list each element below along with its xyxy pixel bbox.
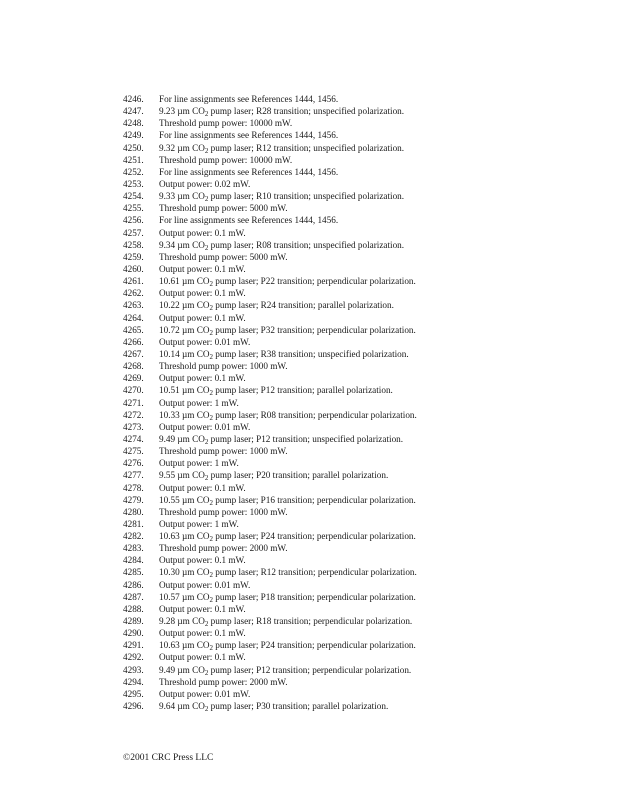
note-number: 4246. <box>123 94 144 104</box>
note-number: 4271. <box>123 397 144 408</box>
note-text-rest: pump laser; P30 transition; parallel polarization. <box>208 701 389 712</box>
note-row <box>123 251 593 263</box>
subscript: 2 <box>209 280 213 289</box>
note-number: 4285. <box>123 567 144 578</box>
note-text: Output power: 0.1 mW. <box>159 482 246 493</box>
note-text: For line assignments see References 1444, 1456. <box>159 166 339 177</box>
subscript: 2 <box>209 352 213 361</box>
note-row <box>123 105 593 117</box>
note-row <box>123 166 593 178</box>
note-text: For line assignments see References 1444, 1456. <box>159 215 339 226</box>
note-text-lead: 9.33 µm CO <box>159 191 205 202</box>
note-text: Output power: 0.1 mW. <box>159 373 246 384</box>
note-row <box>123 178 593 190</box>
note-number: 4258. <box>123 239 144 250</box>
note-number: 4268. <box>123 361 144 372</box>
notes-list <box>123 93 593 712</box>
note-number: 4248. <box>123 118 144 129</box>
note-text-lead: 10.33 µm CO <box>159 409 210 420</box>
note-number: 4277. <box>123 470 144 481</box>
note-text-rest: pump laser; R08 transition; perpendicular polarization. <box>212 409 417 420</box>
note-text: Output power: 0.1 mW. <box>159 603 246 614</box>
note-number: 4252. <box>123 166 144 177</box>
note-number: 4273. <box>123 421 144 432</box>
note-row <box>123 348 593 360</box>
subscript: 2 <box>209 535 213 544</box>
note-text-rest: pump laser; P12 transition; perpendicular polarization. <box>208 664 412 675</box>
note-text <box>159 348 593 360</box>
note-text-lead: 9.32 µm CO <box>159 142 205 153</box>
note-text-lead: 10.22 µm CO <box>159 300 210 311</box>
subscript: 2 <box>204 705 209 714</box>
note-row <box>123 554 593 566</box>
note-number: 4279. <box>123 494 144 505</box>
subscript: 2 <box>209 389 213 398</box>
subscript: 2 <box>204 110 209 119</box>
note-row <box>123 227 593 239</box>
note-text <box>159 409 593 421</box>
note-number: 4293. <box>123 664 144 675</box>
note-row <box>123 263 593 275</box>
note-number: 4294. <box>123 676 144 687</box>
copyright-footer: ©2001 CRC Press LLC <box>123 753 214 763</box>
note-text: Threshold pump power: 10000 mW. <box>159 118 293 129</box>
note-row <box>123 518 593 530</box>
note-row <box>123 239 593 251</box>
note-text-rest: pump laser; P24 transition; perpendicular polarization. <box>212 531 416 542</box>
note-row <box>123 154 593 166</box>
note-row <box>123 445 593 457</box>
note-row <box>123 542 593 554</box>
note-number: 4278. <box>123 482 144 493</box>
note-text: Threshold pump power: 1000 mW. <box>159 446 288 457</box>
note-text-rest: pump laser; P18 transition; perpendicular polarization. <box>212 591 416 602</box>
note-text: Output power: 0.1 mW. <box>159 652 246 663</box>
note-text-lead: 9.49 µm CO <box>159 664 205 675</box>
subscript: 2 <box>204 195 209 204</box>
note-number: 4253. <box>123 178 144 189</box>
note-number: 4263. <box>123 300 144 311</box>
note-text-lead: 9.28 µm CO <box>159 616 205 627</box>
note-row <box>123 214 593 226</box>
note-number: 4280. <box>123 506 144 517</box>
note-text: For line assignments see References 1444, 1456. <box>159 94 339 104</box>
note-number: 4254. <box>123 191 144 202</box>
note-number: 4257. <box>123 227 144 238</box>
subscript: 2 <box>209 595 213 604</box>
note-row <box>123 142 593 154</box>
subscript: 2 <box>204 146 209 155</box>
note-row <box>123 700 593 712</box>
note-text <box>159 433 593 445</box>
subscript: 2 <box>209 328 213 337</box>
note-number: 4249. <box>123 130 144 141</box>
note-text-lead: 10.63 µm CO <box>159 531 210 542</box>
note-row <box>123 482 593 494</box>
note-row <box>123 324 593 336</box>
note-row <box>123 639 593 651</box>
note-text: Output power: 0.1 mW. <box>159 288 246 299</box>
subscript: 2 <box>209 571 213 580</box>
note-text-rest: pump laser; R10 transition; unspecified polarization. <box>208 191 405 202</box>
note-row <box>123 615 593 627</box>
note-number: 4259. <box>123 251 144 262</box>
note-text: Threshold pump power: 1000 mW. <box>159 506 288 517</box>
note-text: Output power: 0.01 mW. <box>159 421 251 432</box>
note-text <box>159 469 593 481</box>
note-row <box>123 360 593 372</box>
note-row <box>123 676 593 688</box>
note-number: 4281. <box>123 518 144 529</box>
note-number: 4274. <box>123 433 144 444</box>
note-number: 4282. <box>123 531 144 542</box>
note-text: Output power: 0.02 mW. <box>159 178 251 189</box>
note-number: 4289. <box>123 616 144 627</box>
note-row <box>123 627 593 639</box>
subscript: 2 <box>209 498 213 507</box>
note-number: 4265. <box>123 324 144 335</box>
note-row <box>123 457 593 469</box>
note-row <box>123 299 593 311</box>
note-text <box>159 530 593 542</box>
note-text-lead: 9.49 µm CO <box>159 433 205 444</box>
note-text: Output power: 0.01 mW. <box>159 688 251 699</box>
subscript: 2 <box>204 620 209 629</box>
note-text: Output power: 0.01 mW. <box>159 579 251 590</box>
note-row <box>123 591 593 603</box>
note-row <box>123 202 593 214</box>
note-text <box>159 275 593 287</box>
note-text-lead: 10.72 µm CO <box>159 324 210 335</box>
note-row <box>123 384 593 396</box>
note-text-rest: pump laser; R28 transition; unspecified polarization. <box>208 106 405 117</box>
note-number: 4255. <box>123 203 144 214</box>
note-text-rest: pump laser; R18 transition; perpendicular polarization. <box>208 616 413 627</box>
note-text-rest: pump laser; R08 transition; unspecified polarization. <box>208 239 405 250</box>
note-row <box>123 664 593 676</box>
note-text: Output power: 0.1 mW. <box>159 628 246 639</box>
note-text <box>159 190 593 202</box>
note-text: Output power: 1 mW. <box>159 458 239 469</box>
note-text-rest: pump laser; P12 transition; unspecified polarization. <box>208 433 404 444</box>
note-text-lead: 9.64 µm CO <box>159 701 205 712</box>
note-text <box>159 591 593 603</box>
note-number: 4296. <box>123 701 144 712</box>
note-text: Threshold pump power: 5000 mW. <box>159 251 288 262</box>
note-number: 4292. <box>123 652 144 663</box>
note-text-rest: pump laser; P12 transition; parallel polarization. <box>212 385 393 396</box>
note-text: Threshold pump power: 5000 mW. <box>159 203 288 214</box>
note-text-lead: 10.61 µm CO <box>159 276 210 287</box>
subscript: 2 <box>209 644 213 653</box>
note-row <box>123 372 593 384</box>
note-text: Output power: 0.1 mW. <box>159 227 246 238</box>
note-text-lead: 9.55 µm CO <box>159 470 205 481</box>
note-row <box>123 421 593 433</box>
note-text-lead: 10.14 µm CO <box>159 348 210 359</box>
note-row <box>123 336 593 348</box>
note-row <box>123 312 593 324</box>
note-text-rest: pump laser; R24 transition; parallel polarization. <box>212 300 394 311</box>
note-text <box>159 142 593 154</box>
note-text: Output power: 0.1 mW. <box>159 555 246 566</box>
note-number: 4262. <box>123 288 144 299</box>
note-text <box>159 239 593 251</box>
note-text: Threshold pump power: 10000 mW. <box>159 154 293 165</box>
note-text-rest: pump laser; P20 transition; parallel polarization. <box>208 470 389 481</box>
note-number: 4276. <box>123 458 144 469</box>
note-text: Threshold pump power: 2000 mW. <box>159 543 288 554</box>
note-number: 4247. <box>123 106 144 117</box>
note-text: Output power: 1 mW. <box>159 397 239 408</box>
note-text <box>159 615 593 627</box>
note-row <box>123 494 593 506</box>
note-row <box>123 129 593 141</box>
note-text-rest: pump laser; R38 transition; unspecified polarization. <box>212 348 409 359</box>
note-text: Output power: 0.1 mW. <box>159 312 246 323</box>
note-text <box>159 664 593 676</box>
note-number: 4284. <box>123 555 144 566</box>
note-text <box>159 324 593 336</box>
note-text-rest: pump laser; P16 transition; perpendicular polarization. <box>212 494 416 505</box>
note-row <box>123 409 593 421</box>
note-number: 4267. <box>123 348 144 359</box>
subscript: 2 <box>204 437 209 446</box>
note-text <box>159 700 593 712</box>
note-text-rest: pump laser; R12 transition; perpendicular polarization. <box>212 567 417 578</box>
note-text-lead: 10.55 µm CO <box>159 494 210 505</box>
note-row <box>123 190 593 202</box>
note-row <box>123 93 593 105</box>
note-row <box>123 566 593 578</box>
note-number: 4261. <box>123 276 144 287</box>
note-number: 4290. <box>123 628 144 639</box>
subscript: 2 <box>209 413 213 422</box>
note-text-lead: 9.23 µm CO <box>159 106 205 117</box>
note-number: 4295. <box>123 688 144 699</box>
note-row <box>123 506 593 518</box>
note-number: 4283. <box>123 543 144 554</box>
note-text: Output power: 1 mW. <box>159 518 239 529</box>
note-text: Output power: 0.1 mW. <box>159 263 246 274</box>
note-row <box>123 530 593 542</box>
note-number: 4270. <box>123 385 144 396</box>
note-text-lead: 10.63 µm CO <box>159 640 210 651</box>
note-number: 4269. <box>123 373 144 384</box>
note-text <box>159 566 593 578</box>
note-number: 4275. <box>123 446 144 457</box>
note-text-rest: pump laser; P32 transition; perpendicular polarization. <box>212 324 416 335</box>
note-text-lead: 9.34 µm CO <box>159 239 205 250</box>
note-row <box>123 469 593 481</box>
note-text-rest: pump laser; P22 transition; perpendicular polarization. <box>212 276 416 287</box>
note-row <box>123 603 593 615</box>
note-text <box>159 299 593 311</box>
note-number: 4272. <box>123 409 144 420</box>
subscript: 2 <box>204 243 209 252</box>
note-text-lead: 10.51 µm CO <box>159 385 210 396</box>
note-text-lead: 10.30 µm CO <box>159 567 210 578</box>
subscript: 2 <box>204 668 209 677</box>
note-text <box>159 105 593 117</box>
note-text: Output power: 0.01 mW. <box>159 336 251 347</box>
note-row <box>123 651 593 663</box>
note-text-rest: pump laser; P24 transition; perpendicular polarization. <box>212 640 416 651</box>
note-row <box>123 287 593 299</box>
note-row <box>123 275 593 287</box>
note-number: 4288. <box>123 603 144 614</box>
subscript: 2 <box>204 474 209 483</box>
note-text: Threshold pump power: 2000 mW. <box>159 676 288 687</box>
note-number: 4250. <box>123 142 144 153</box>
note-row <box>123 579 593 591</box>
note-text-lead: 10.57 µm CO <box>159 591 210 602</box>
note-number: 4256. <box>123 215 144 226</box>
note-row <box>123 397 593 409</box>
subscript: 2 <box>209 304 213 313</box>
note-number: 4287. <box>123 591 144 602</box>
note-text <box>159 494 593 506</box>
note-number: 4286. <box>123 579 144 590</box>
note-number: 4251. <box>123 154 144 165</box>
note-number: 4264. <box>123 312 144 323</box>
note-text-rest: pump laser; R12 transition; unspecified polarization. <box>208 142 405 153</box>
note-number: 4266. <box>123 336 144 347</box>
note-text: Threshold pump power: 1000 mW. <box>159 361 288 372</box>
note-row <box>123 688 593 700</box>
note-text <box>159 639 593 651</box>
note-text <box>159 384 593 396</box>
note-number: 4260. <box>123 263 144 274</box>
note-row <box>123 433 593 445</box>
note-text: For line assignments see References 1444, 1456. <box>159 130 339 141</box>
note-number: 4291. <box>123 640 144 651</box>
note-row <box>123 117 593 129</box>
